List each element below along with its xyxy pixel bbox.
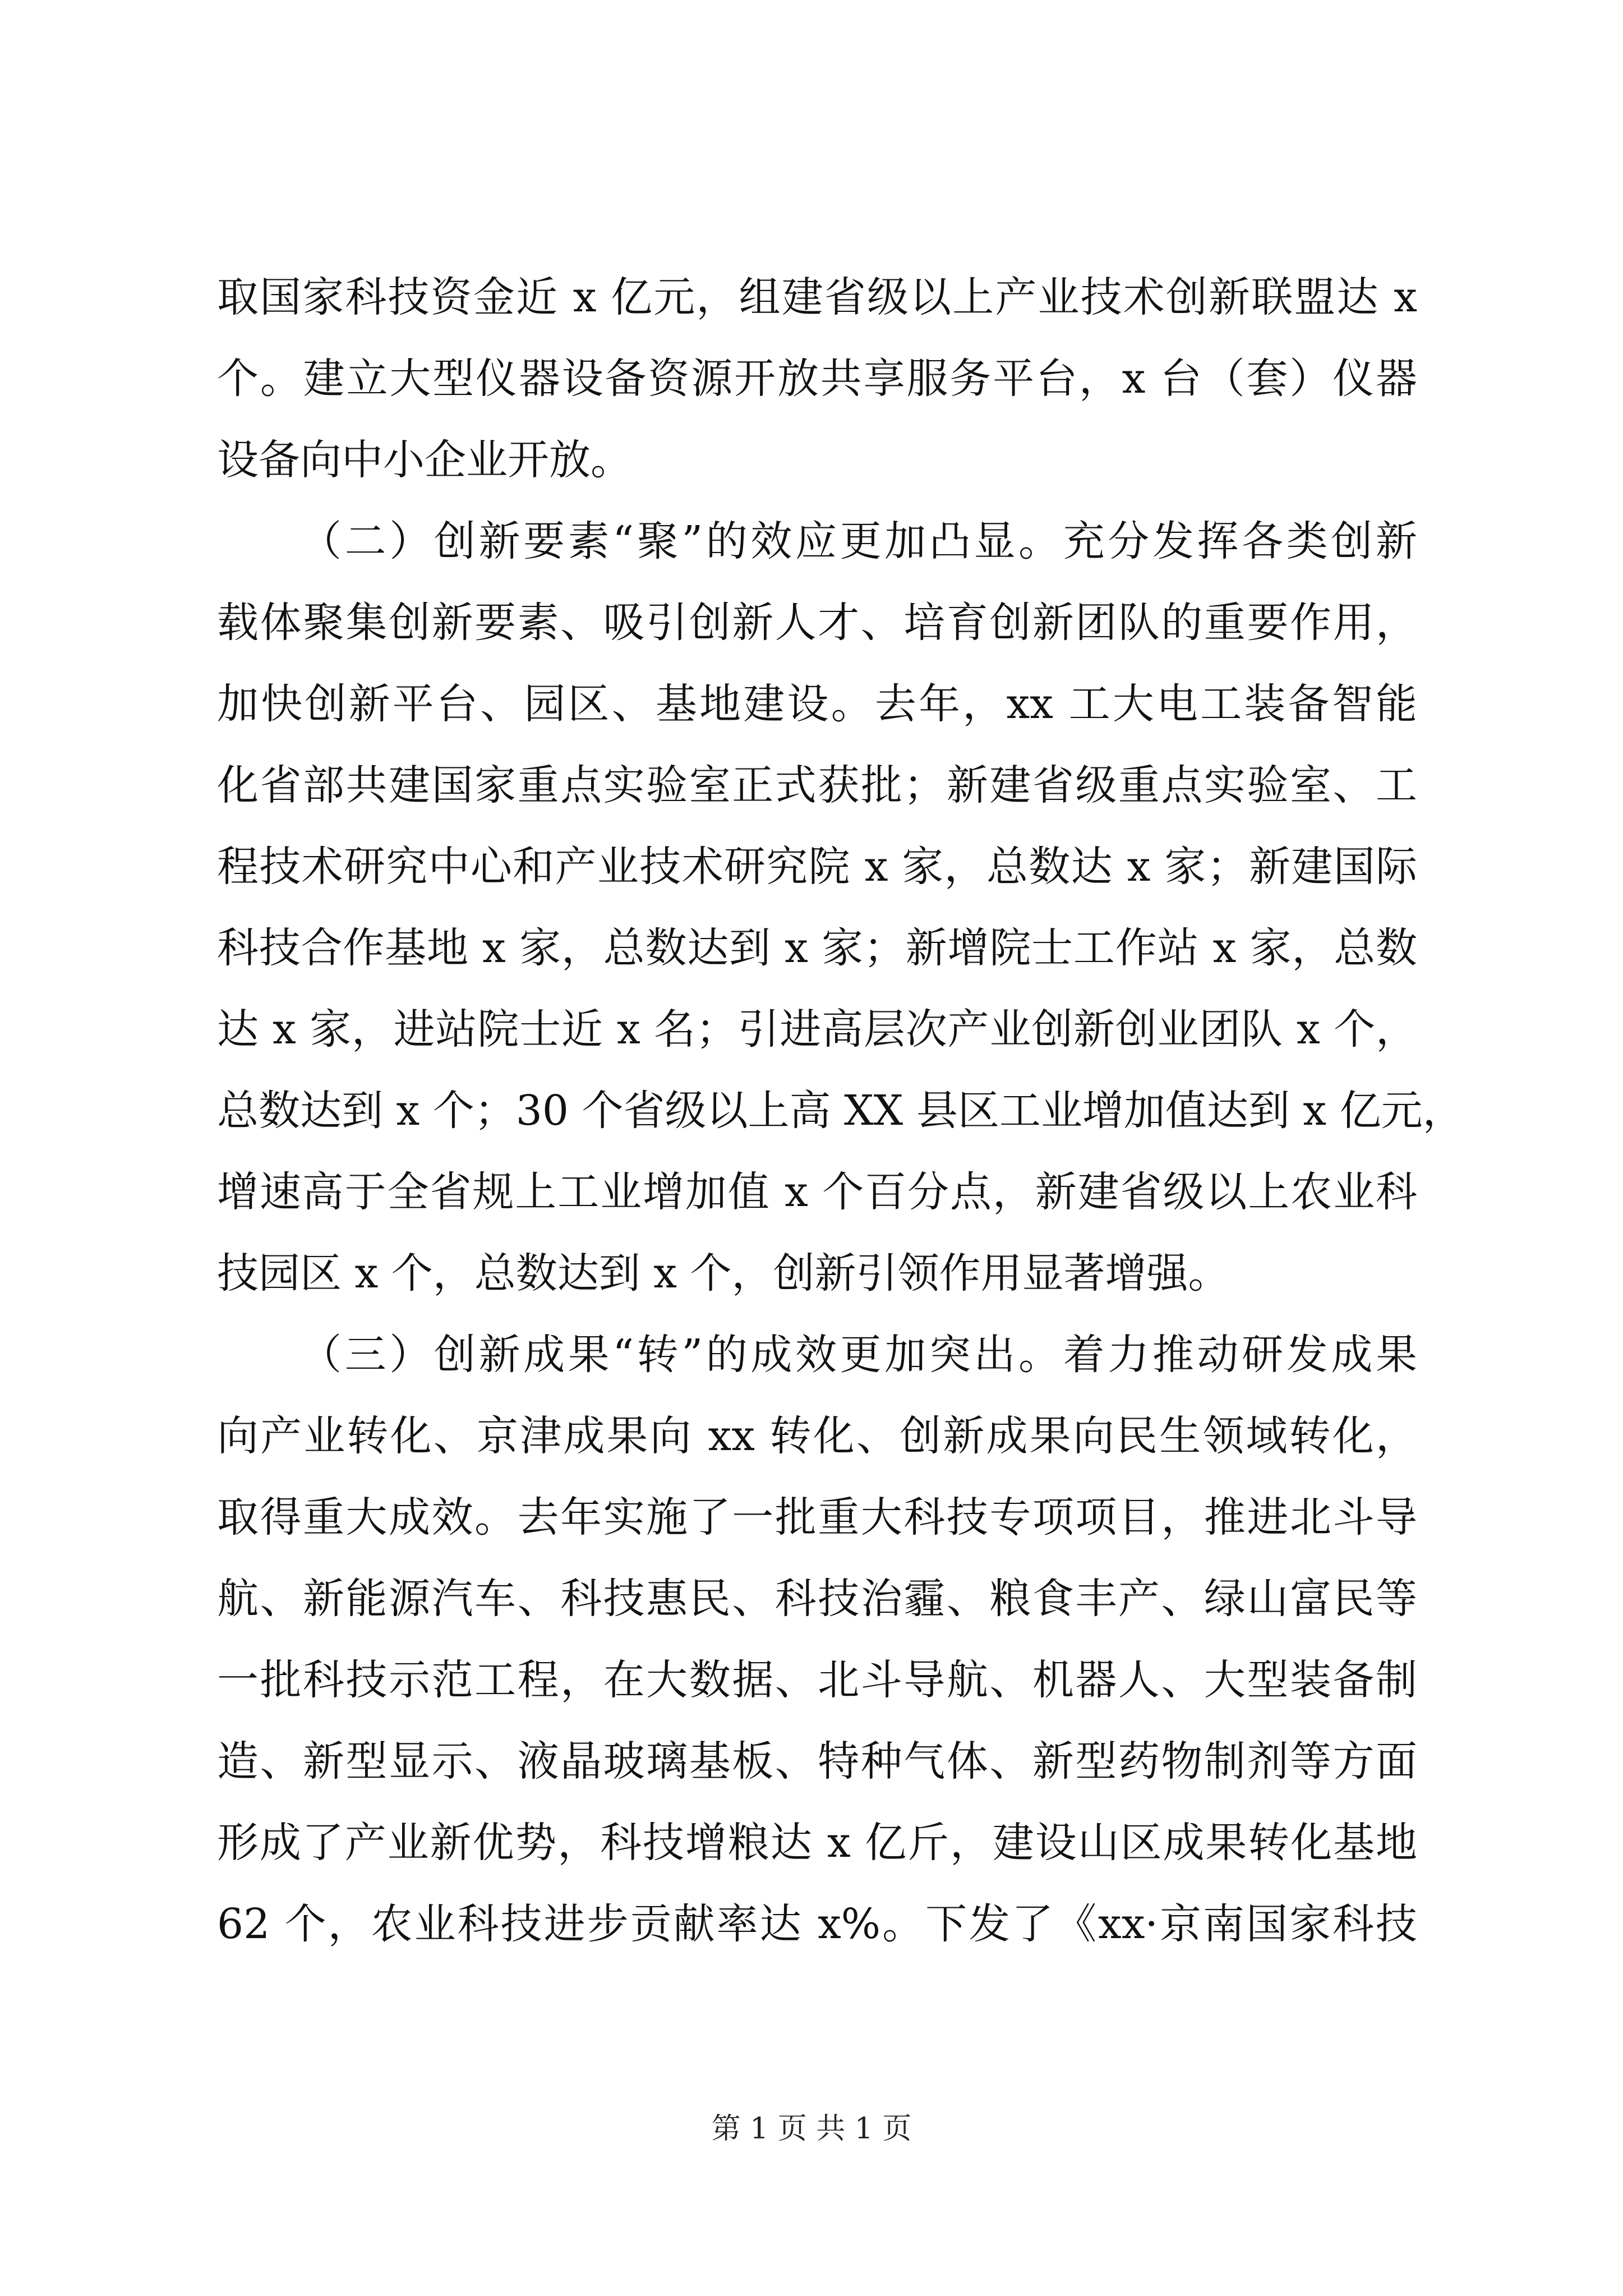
document-body bbox=[217, 257, 1464, 1965]
text-line: 一批科技示范工程，在大数据、北斗导航、机器人、大型装备制 bbox=[217, 1656, 1417, 1704]
text-line: 个。建立大型仪器设备资源开放共享服务平台，x 台（套）仪器 bbox=[217, 355, 1417, 403]
text-line: 向产业转化、京津成果向 xx 转化、创新成果向民生领域转化， bbox=[217, 1412, 1417, 1460]
text-line: 加快创新平台、园区、基地建设。去年，xx 工大电工装备智能 bbox=[217, 680, 1417, 728]
text-line: 取国家科技资金近 x 亿元，组建省级以上产业技术创新联盟达 x bbox=[217, 273, 1417, 321]
paragraph-end-line: 技园区 x 个，总数达到 x 个，创新引领作用显著增强。 bbox=[217, 1249, 1230, 1297]
section-heading-line: （二）创新要素“聚”的效应更加凸显。充分发挥各类创新 bbox=[300, 517, 1417, 565]
text-line: 增速高于全省规上工业增加值 x 个百分点，新建省级以上农业科 bbox=[217, 1168, 1417, 1216]
text-line: 取得重大成效。去年实施了一批重大科技专项项目，推进北斗导 bbox=[217, 1493, 1417, 1542]
text-line: 科技合作基地 x 家，总数达到 x 家；新增院士工作站 x 家，总数 bbox=[217, 924, 1417, 972]
text-line: 造、新型显示、液晶玻璃基板、特种气体、新型药物制剂等方面 bbox=[217, 1737, 1417, 1786]
page-footer bbox=[0, 2109, 1623, 2148]
text-line: 载体聚集创新要素、吸引创新人才、培育创新团队的重要作用， bbox=[217, 599, 1417, 647]
text-line: 化省部共建国家重点实验室正式获批；新建省级重点实验室、工 bbox=[217, 761, 1417, 809]
section-heading-line: （三）创新成果“转”的成效更加突出。着力推动研发成果 bbox=[300, 1331, 1417, 1379]
text-line: 航、新能源汽车、科技惠民、科技治霾、粮食丰产、绿山富民等 bbox=[217, 1575, 1417, 1623]
text-line: 总数达到 x 个；30 个省级以上高 XX 县区工业增加值达到 x 亿元， bbox=[217, 1087, 1464, 1135]
text-line: 形成了产业新优势，科技增粮达 x 亿斤，建设山区成果转化基地 bbox=[217, 1819, 1417, 1867]
page-number-label: 第 1 页 共 1 页 bbox=[711, 2112, 912, 2146]
paragraph-end-line: 设备向中小企业开放。 bbox=[217, 436, 632, 484]
text-line: 62 个，农业科技进步贡献率达 x%。下发了《xx·京南国家科技 bbox=[217, 1900, 1417, 1948]
text-line: 达 x 家，进站院士近 x 名；引进高层次产业创新创业团队 x 个， bbox=[217, 1005, 1417, 1053]
text-line: 程技术研究中心和产业技术研究院 x 家，总数达 x 家；新建国际 bbox=[217, 843, 1417, 891]
